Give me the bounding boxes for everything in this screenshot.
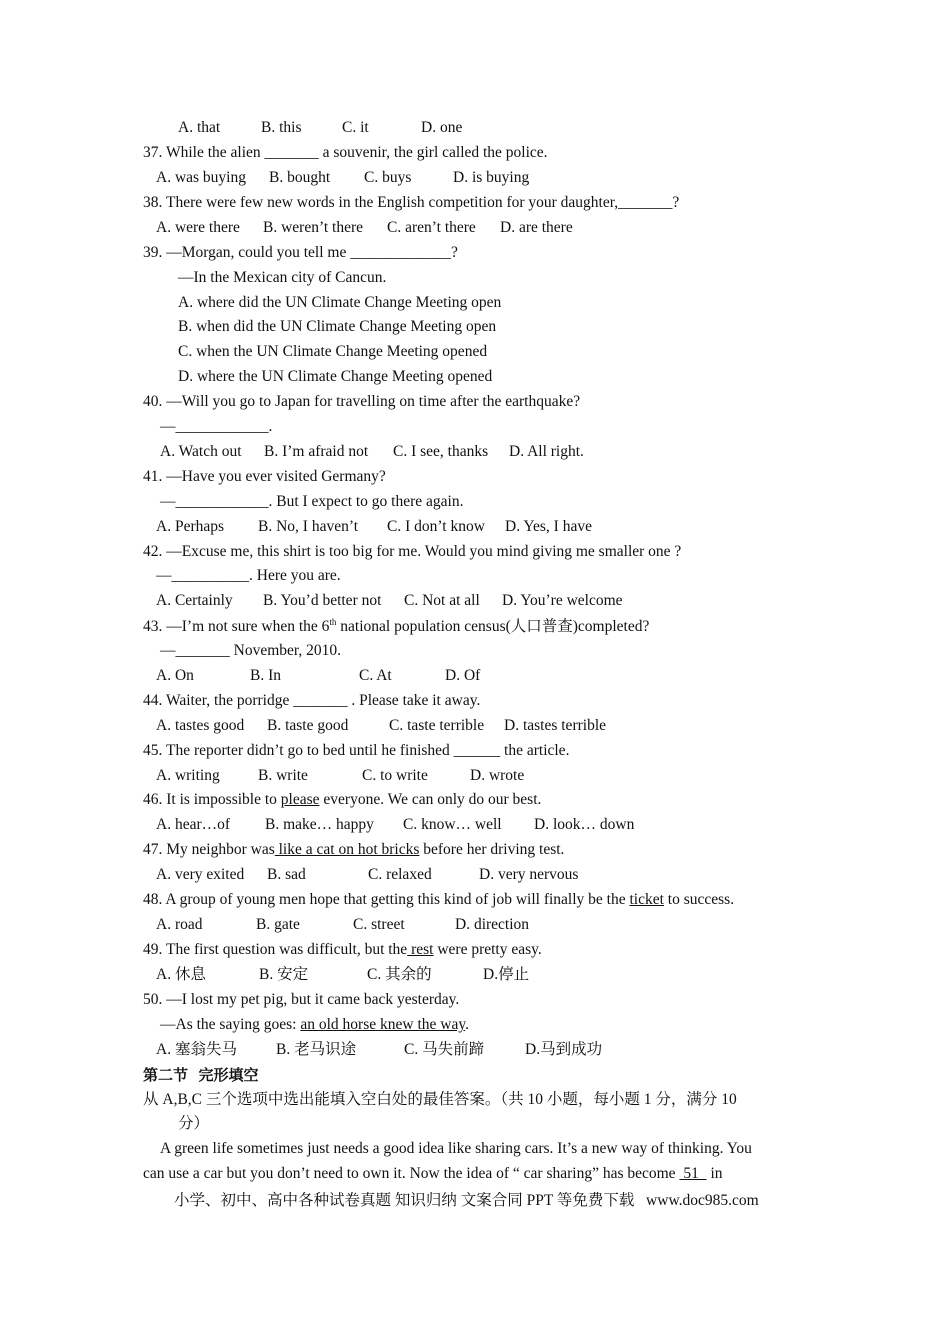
q43-option-c: C. At	[359, 667, 392, 684]
q48-stem	[143, 890, 734, 910]
cloze-blank-51: 51	[679, 1165, 707, 1182]
q41-option-d: D. Yes, I have	[505, 518, 592, 535]
q37-option-a: A. was buying	[156, 169, 246, 186]
q46-stem	[143, 790, 541, 810]
q50-option-d: D.马到成功	[525, 1041, 603, 1058]
q46-stem-text: 46. It is impossible to	[143, 791, 281, 808]
q47-option-a: A. very exited	[156, 866, 245, 883]
passage-line-2	[143, 1164, 723, 1184]
q50-reply	[160, 1015, 469, 1035]
q49-stem	[143, 940, 542, 960]
q44-option-d: D. tastes terrible	[504, 717, 607, 734]
passage-text-rest: in	[706, 1165, 723, 1182]
q43-stem-text-rest: national population census(人口普查)completed?	[336, 618, 650, 635]
q41-option-a: A. Perhaps	[156, 518, 225, 535]
q49-stem-text-rest: were pretty easy.	[433, 941, 542, 958]
q42-option-b: B. You’d better not	[263, 592, 382, 609]
q47-stem-text-rest: before her driving test.	[419, 841, 565, 858]
q41-option-b: B. No, I haven’t	[258, 518, 359, 535]
q39-option-b: B. when did the UN Climate Change Meeting open	[178, 318, 497, 335]
q48-option-a: A. road	[156, 916, 203, 933]
q44-stem: 44. Waiter, the porridge _______ . Please take it away.	[143, 692, 481, 709]
q46-option-b: B. make… happy	[265, 816, 374, 833]
q39-option-a: A. where did the UN Climate Change Meeting open	[178, 294, 502, 311]
q45-stem: 45. The reporter didn’t go to bed until he finished ______ the article.	[143, 742, 570, 759]
q36-option-b: B. this	[261, 119, 302, 136]
q38-option-a: A. were there	[156, 219, 240, 236]
q45-option-d: D. wrote	[470, 767, 525, 784]
passage-line-1: A green life sometimes just needs a good idea like sharing cars. It’s a new way of thinking. You	[160, 1140, 752, 1157]
q48-underlined-word: ticket	[629, 891, 664, 908]
q46-option-c: C. know… well	[403, 816, 502, 833]
section-instructions: 从 A,B,C 三个选项中选出能填入空白处的最佳答案。（共 10 小题，每小题 1 分，满分 10	[143, 1091, 737, 1108]
q40-stem: 40. —Will you go to Japan for travelling on time after the earthquake?	[143, 393, 581, 410]
q43-stem	[143, 617, 649, 637]
q38-stem: 38. There were few new words in the English competition for your daughter,_______?	[143, 194, 680, 211]
q42-option-a: A. Certainly	[156, 592, 233, 609]
q41-reply: —____________. But I expect to go there again.	[160, 493, 464, 510]
footer-promo: 小学、初中、高中各种试卷真题 知识归纳 文案合同 PPT 等免费下载 www.doc985.com	[174, 1192, 759, 1209]
q46-option-d: D. look… down	[534, 816, 635, 833]
q49-option-b: B. 安定	[259, 966, 309, 983]
q46-stem-text-rest: everyone. We can only do our best.	[319, 791, 542, 808]
q48-option-b: B. gate	[256, 916, 300, 933]
q36-option-d: D. one	[421, 119, 463, 136]
section-heading: 第二节 完形填空	[143, 1066, 259, 1084]
q45-option-a: A. writing	[156, 767, 220, 784]
q37-option-b: B. bought	[269, 169, 331, 186]
q41-stem: 41. —Have you ever visited Germany?	[143, 468, 386, 485]
q40-option-d: D. All right.	[509, 443, 584, 460]
q44-option-c: C. taste terrible	[389, 717, 485, 734]
q42-option-c: C. Not at all	[404, 592, 480, 609]
q49-option-c: C. 其余的	[367, 966, 432, 983]
q48-stem-text-rest: to success.	[663, 891, 735, 908]
q39-option-d: D. where the UN Climate Change Meeting opened	[178, 368, 493, 385]
q43-option-a: A. On	[156, 667, 194, 684]
q49-option-d: D.停止	[483, 966, 530, 983]
q39-reply: —In the Mexican city of Cancun.	[178, 269, 387, 286]
q50-reply-end: .	[465, 1016, 469, 1033]
q42-option-d: D. You’re welcome	[502, 592, 623, 609]
q48-option-c: C. street	[353, 916, 405, 933]
q47-stem	[143, 840, 564, 860]
q47-option-c: C. relaxed	[368, 866, 432, 883]
q42-reply: —__________. Here you are.	[156, 567, 341, 584]
q47-option-d: D. very nervous	[479, 866, 579, 883]
q49-stem-text: 49. The first question was difficult, but the	[143, 941, 408, 958]
q41-option-c: C. I don’t know	[387, 518, 485, 535]
q40-option-a: A. Watch out	[160, 443, 242, 460]
q39-stem: 39. —Morgan, could you tell me _____________?	[143, 244, 458, 261]
q49-option-a: A. 休息	[156, 966, 206, 983]
q45-option-b: B. write	[258, 767, 308, 784]
q45-option-c: C. to write	[362, 767, 428, 784]
passage-text: can use a car but you don’t need to own it. Now the idea of “ car sharing” has become	[143, 1165, 680, 1182]
q36-option-a: A. that	[178, 119, 221, 136]
q43-option-b: B. In	[250, 667, 281, 684]
q50-reply-text: —As the saying goes:	[160, 1016, 301, 1033]
q43-reply: —_______ November, 2010.	[160, 642, 342, 659]
q46-underlined-word: please	[280, 791, 320, 808]
q44-option-a: A. tastes good	[156, 717, 245, 734]
q48-stem-text: 48. A group of young men hope that getting this kind of job will finally be the	[143, 891, 630, 908]
q38-option-d: D. are there	[500, 219, 573, 236]
q37-stem: 37. While the alien _______ a souvenir, the girl called the police.	[143, 144, 548, 161]
q48-option-d: D. direction	[455, 916, 530, 933]
q40-reply: —____________.	[160, 418, 273, 435]
q37-option-d: D. is buying	[453, 169, 530, 186]
q40-option-c: C. I see, thanks	[393, 443, 489, 460]
q50-option-c: C. 马失前蹄	[404, 1041, 485, 1058]
q47-option-b: B. sad	[267, 866, 306, 883]
q40-option-b: B. I’m afraid not	[264, 443, 369, 460]
q50-underlined-saying: an old horse knew the way	[300, 1016, 466, 1033]
q50-option-b: B. 老马识途	[276, 1041, 357, 1058]
q44-option-b: B. taste good	[267, 717, 349, 734]
q47-stem-text: 47. My neighbor was	[143, 841, 275, 858]
q49-underlined-word: rest	[407, 941, 434, 958]
q42-stem: 42. —Excuse me, this shirt is too big for me. Would you mind giving me smaller one ?	[143, 543, 682, 560]
q50-option-a: A. 塞翁失马	[156, 1041, 237, 1058]
section-instructions-cont: 分）	[178, 1115, 210, 1132]
q47-underlined-phrase: like a cat on hot bricks	[274, 841, 420, 858]
q38-option-b: B. weren’t there	[263, 219, 363, 236]
q36-option-c: C. it	[342, 119, 369, 136]
q37-option-c: C. buys	[364, 169, 412, 186]
q38-option-c: C. aren’t there	[387, 219, 476, 236]
q50-stem: 50. —I lost my pet pig, but it came back yesterday.	[143, 991, 460, 1008]
q43-ordinal-suffix: th	[329, 616, 337, 627]
q43-option-d: D. Of	[445, 667, 481, 684]
q39-option-c: C. when the UN Climate Change Meeting opened	[178, 343, 488, 360]
q46-option-a: A. hear…of	[156, 816, 231, 833]
q43-stem-text: 43. —I’m not sure when the 6	[143, 618, 330, 635]
